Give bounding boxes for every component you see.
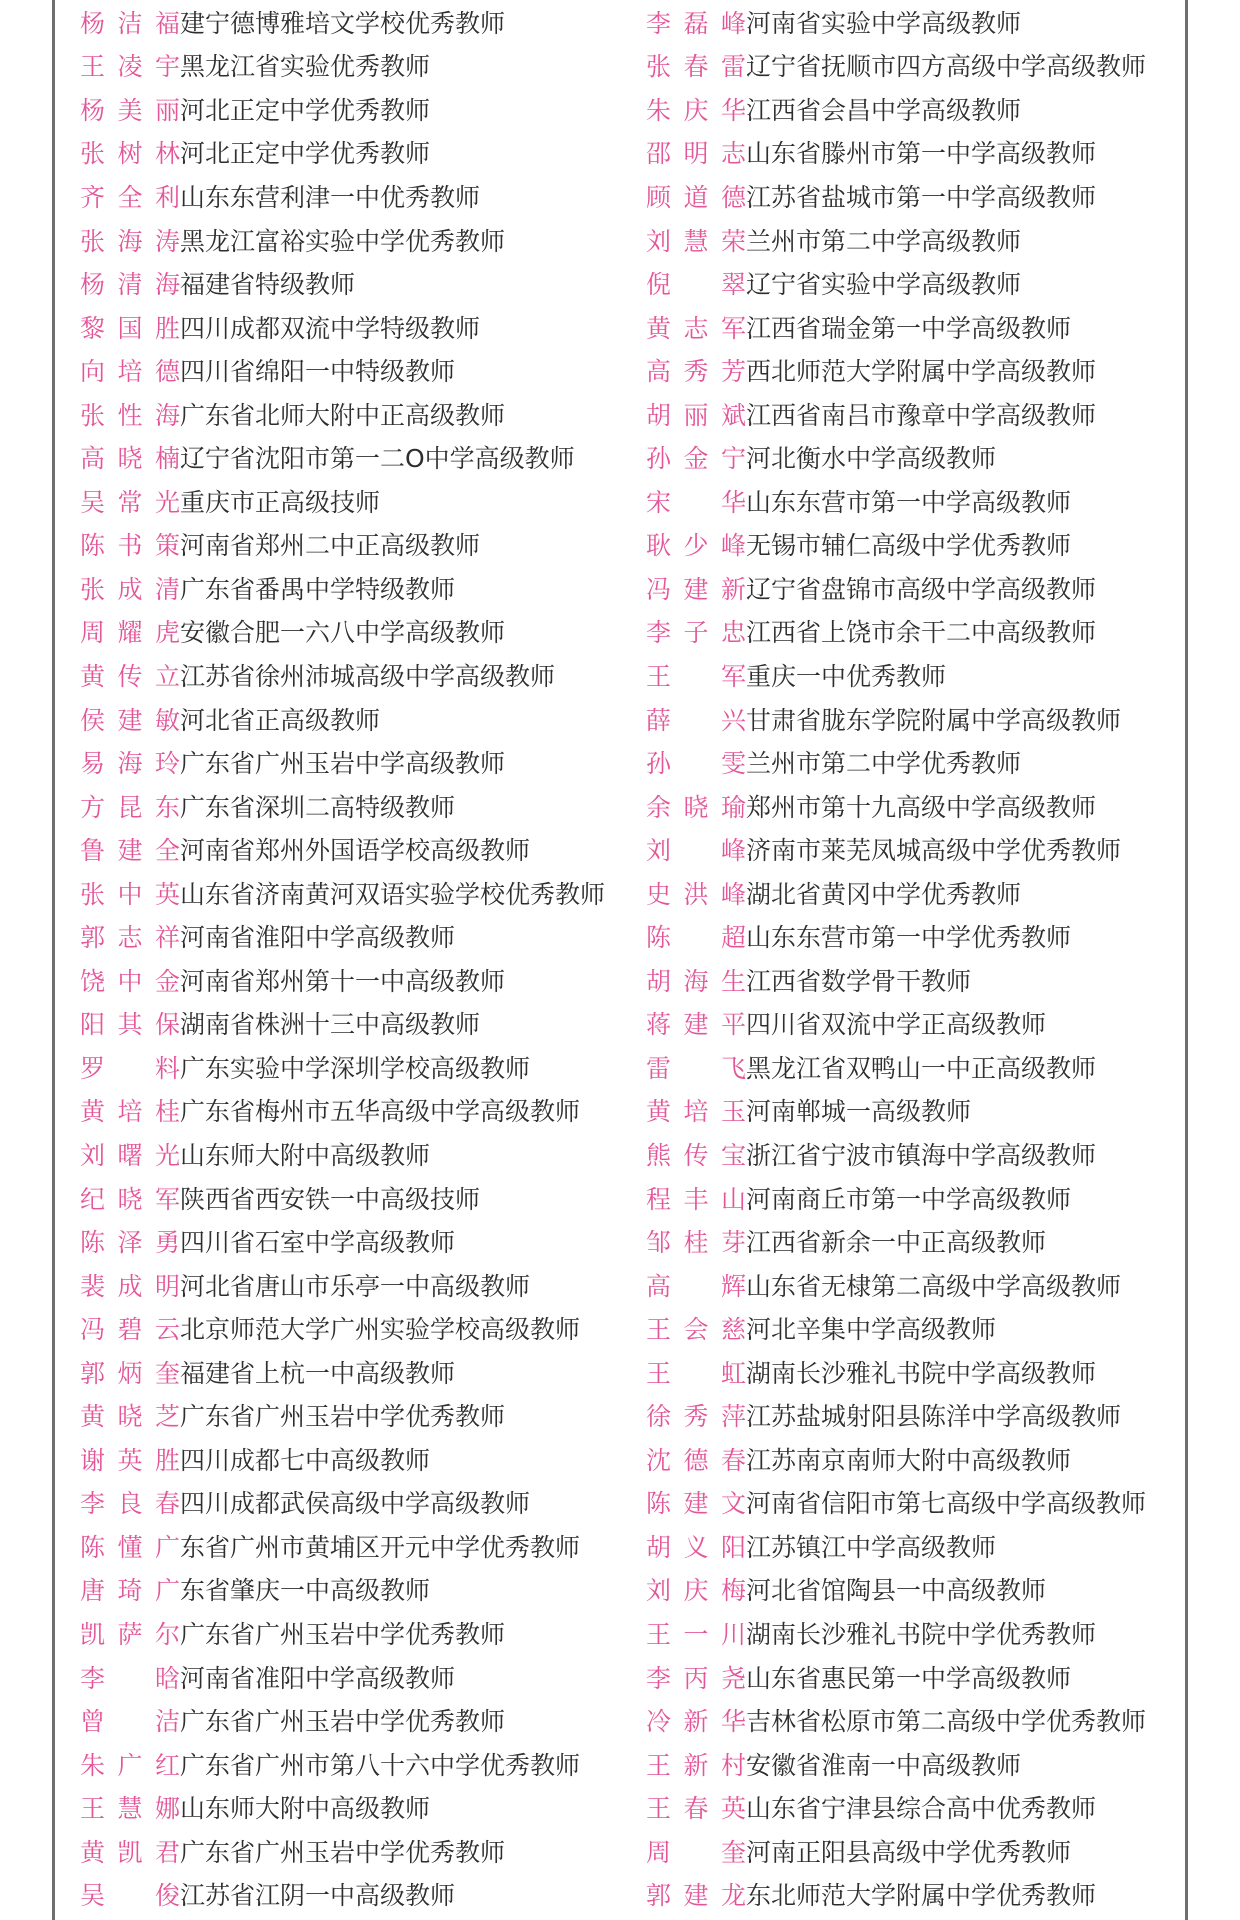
teacher-row — [646, 131, 1146, 175]
teacher-name: 谢 英 胜 — [80, 1445, 180, 1475]
teacher-title: 湖南省株洲十三中高级教师 — [180, 1010, 481, 1040]
teacher-row — [646, 697, 1146, 741]
teacher-title: 河北辛集中学高级教师 — [746, 1315, 997, 1345]
teacher-title: 广东省广州玉岩中学优秀教师 — [180, 1707, 506, 1737]
teacher-name: 高 晓 楠 — [80, 444, 180, 474]
teacher-name: 耿 少 峰 — [646, 531, 746, 561]
teacher-title: 无锡市辅仁高级中学优秀教师 — [746, 531, 1072, 561]
teacher-name: 郭 志 祥 — [80, 923, 180, 953]
teacher-row — [646, 1829, 1146, 1873]
teacher-title: 广东省深圳二高特级教师 — [180, 792, 456, 822]
left-border-line — [52, 0, 55, 1920]
teacher-row — [80, 479, 605, 523]
teacher-row — [646, 827, 1146, 871]
teacher-name: 王 凌 宇 — [80, 52, 180, 82]
teacher-row — [80, 392, 605, 436]
teacher-title: 江西省数学骨干教师 — [746, 966, 972, 996]
teacher-title: 河南省实验中学高级教师 — [746, 8, 1022, 38]
teacher-name: 李 晗 — [80, 1663, 180, 1693]
teacher-row — [646, 1785, 1146, 1829]
teacher-title: 河北省正高级教师 — [180, 705, 381, 735]
teacher-title: 辽宁省实验中学高级教师 — [746, 270, 1022, 300]
teacher-name: 刘 慧 荣 — [646, 226, 746, 256]
teacher-name: 胡 海 生 — [646, 966, 746, 996]
teacher-row — [646, 44, 1146, 88]
teacher-title: 东北师范大学附属中学优秀教师 — [746, 1881, 1097, 1911]
teacher-row — [80, 1873, 605, 1917]
teacher-title: 江苏省江阴一中高级教师 — [180, 1881, 456, 1911]
teacher-row — [80, 566, 605, 610]
teacher-name: 程 丰 山 — [646, 1184, 746, 1214]
teacher-title: 湖南长沙雅礼书院中学高级教师 — [746, 1358, 1097, 1388]
teacher-title: 广东省广州市第八十六中学优秀教师 — [180, 1750, 581, 1780]
teacher-title: 广东省广州玉岩中学高级教师 — [180, 749, 506, 779]
teacher-row — [646, 1394, 1146, 1438]
teacher-title: 安徽合肥一六八中学高级教师 — [180, 618, 506, 648]
teacher-name: 黄 培 桂 — [80, 1097, 180, 1127]
teacher-title: 河北正定中学优秀教师 — [180, 139, 431, 169]
teacher-title: 河北正定中学优秀教师 — [180, 95, 431, 125]
teacher-name: 纪 晓 军 — [80, 1184, 180, 1214]
teacher-name: 陈 建 文 — [646, 1489, 746, 1519]
teacher-name: 史 洪 峰 — [646, 879, 746, 909]
teacher-title: 河南正阳县高级中学优秀教师 — [746, 1837, 1072, 1867]
teacher-name: 王 慧 娜 — [80, 1794, 180, 1824]
teacher-title: 江苏省徐州沛城高级中学高级教师 — [180, 661, 556, 691]
teacher-name: 吴 俊 — [80, 1881, 180, 1911]
teacher-row — [80, 1176, 605, 1220]
teacher-title: 湖南长沙雅礼书院中学优秀教师 — [746, 1620, 1097, 1649]
teacher-name: 胡 义 阳 — [646, 1532, 746, 1562]
teacher-name: 方 昆 东 — [80, 792, 180, 822]
teacher-title: 河南省准阳中学高级教师 — [180, 1663, 456, 1693]
teacher-row — [80, 1306, 605, 1350]
teacher-row — [646, 871, 1146, 915]
teacher-row — [80, 610, 605, 654]
teacher-name: 阳 其 保 — [80, 1010, 180, 1040]
teacher-row — [646, 1263, 1146, 1307]
teacher-name: 黄 志 军 — [646, 313, 746, 343]
teacher-name: 陈 书 策 — [80, 531, 180, 561]
teacher-name: 张 中 英 — [80, 879, 180, 909]
teacher-name: 冯 碧 云 — [80, 1315, 180, 1345]
teacher-row — [80, 523, 605, 567]
teacher-name: 杨 美 丽 — [80, 95, 180, 125]
teacher-title: 山东省宁津县综合高中优秀教师 — [746, 1794, 1097, 1824]
teacher-name: 周 奎 — [646, 1837, 746, 1867]
teacher-title: 江西省会昌中学高级教师 — [746, 95, 1022, 125]
teacher-title: 兰州市第二中学高级教师 — [746, 226, 1022, 256]
teacher-title: 江苏南京南师大附中高级教师 — [746, 1445, 1072, 1475]
teacher-row — [80, 697, 605, 741]
teacher-row — [646, 1045, 1146, 1089]
teacher-name: 刘 庆 梅 — [646, 1576, 746, 1606]
teacher-name: 黎 国 胜 — [80, 313, 180, 343]
teacher-title: 广东省广州玉岩中学优秀教师 — [180, 1620, 506, 1649]
teacher-name: 向 培 德 — [80, 357, 180, 387]
teacher-row — [80, 1829, 605, 1873]
teacher-title: 山东东营市第一中学优秀教师 — [746, 923, 1072, 953]
teacher-title: 山东师大附中高级教师 — [180, 1794, 431, 1824]
teacher-title: 黑龙江省实验优秀教师 — [180, 52, 431, 82]
teacher-name: 薛 兴 — [646, 705, 746, 735]
teacher-row — [80, 871, 605, 915]
teacher-name: 罗 料 — [80, 1053, 180, 1083]
teacher-row — [646, 610, 1146, 654]
teacher-row — [80, 348, 605, 392]
teacher-name: 侯 建 敏 — [80, 705, 180, 735]
teacher-title: 重庆一中优秀教师 — [746, 661, 947, 691]
teacher-row — [80, 1655, 605, 1699]
teacher-title: 江苏盐城射阳县陈洋中学高级教师 — [746, 1402, 1122, 1432]
teacher-row — [646, 1481, 1146, 1525]
teacher-title: 辽宁省盘锦市高级中学高级教师 — [746, 574, 1097, 604]
teacher-row — [80, 740, 605, 784]
teacher-row — [646, 392, 1146, 436]
teacher-name: 张 性 海 — [80, 400, 180, 430]
teacher-row — [80, 958, 605, 1002]
teacher-row — [80, 1568, 605, 1612]
teacher-name: 李 磊 峰 — [646, 8, 746, 38]
teacher-row — [646, 1568, 1146, 1612]
teacher-title: 山东省无棣第二高级中学高级教师 — [746, 1271, 1122, 1301]
teacher-name: 张 海 涛 — [80, 226, 180, 256]
teacher-row — [80, 1611, 605, 1655]
teacher-row — [646, 1873, 1146, 1917]
teacher-row — [646, 523, 1146, 567]
teacher-name: 易 海 玲 — [80, 749, 180, 779]
teacher-title: 广东省北师大附中正高级教师 — [180, 400, 506, 430]
teacher-title: 广东实验中学深圳学校高级教师 — [180, 1053, 531, 1083]
teacher-name: 凯 萨 尔 — [80, 1620, 180, 1649]
teacher-row — [80, 653, 605, 697]
teacher-row — [646, 1611, 1146, 1655]
teacher-title: 兰州市第二中学优秀教师 — [746, 749, 1022, 779]
teacher-name: 冷 新 华 — [646, 1707, 746, 1737]
teacher-name: 周 耀 虎 — [80, 618, 180, 648]
teacher-title: 福建省特级教师 — [180, 270, 356, 300]
teacher-row — [646, 653, 1146, 697]
teacher-name: 王 春 英 — [646, 1794, 746, 1824]
teacher-title: 四川成都双流中学特级教师 — [180, 313, 481, 343]
teacher-title: 河南省郑州二中正高级教师 — [180, 531, 481, 561]
teacher-row — [646, 0, 1146, 44]
teacher-name: 王 军 — [646, 661, 746, 691]
teacher-row — [80, 1785, 605, 1829]
teacher-name: 倪 翠 — [646, 270, 746, 300]
teacher-title: 河南省淮阳中学高级教师 — [180, 923, 456, 953]
teacher-name: 鲁 建 全 — [80, 836, 180, 866]
teacher-title: 建宁德博雅培文学校优秀教师 — [180, 8, 506, 38]
teacher-name: 王 一 川 — [646, 1620, 746, 1649]
teacher-name: 刘 曙 光 — [80, 1140, 180, 1170]
teacher-row — [80, 1437, 605, 1481]
teacher-row — [646, 784, 1146, 828]
teacher-title: 北京师范大学广州实验学校高级教师 — [180, 1315, 581, 1345]
teacher-name: 宋 华 — [646, 487, 746, 517]
teacher-title: 甘肃省胧东学院附属中学高级教师 — [746, 705, 1122, 735]
teacher-name: 高 秀 芳 — [646, 357, 746, 387]
teacher-row — [80, 1394, 605, 1438]
teacher-row — [646, 218, 1146, 262]
teacher-row — [646, 1219, 1146, 1263]
teacher-title: 广东省广州玉岩中学优秀教师 — [180, 1402, 506, 1432]
teacher-title: 河南省信阳市第七高级中学高级教师 — [746, 1489, 1147, 1519]
teacher-title: 河南省郑州外国语学校高级教师 — [180, 836, 531, 866]
teacher-title: 山东东营市第一中学高级教师 — [746, 487, 1072, 517]
teacher-title: 重庆市正高级技师 — [180, 487, 381, 517]
teacher-row — [80, 218, 605, 262]
teacher-title: 安徽省淮南一中高级教师 — [746, 1750, 1022, 1780]
teacher-row — [646, 1698, 1146, 1742]
teacher-name: 杨 洁 福 — [80, 8, 180, 38]
teacher-title: 江西省新余一中正高级教师 — [746, 1228, 1047, 1258]
teacher-row — [646, 958, 1146, 1002]
teacher-title: 江西省南吕市豫章中学高级教师 — [746, 400, 1097, 430]
teacher-name: 徐 秀 萍 — [646, 1402, 746, 1432]
teacher-row — [80, 435, 605, 479]
teacher-title: 四川成都武侯高级中学高级教师 — [180, 1489, 531, 1519]
teacher-row — [646, 914, 1146, 958]
teacher-row — [646, 261, 1146, 305]
teacher-name: 蒋 建 平 — [646, 1010, 746, 1040]
teacher-row — [80, 914, 605, 958]
teacher-name: 陈 懂 广 — [80, 1532, 180, 1562]
teacher-name: 曾 洁 — [80, 1707, 180, 1737]
teacher-title: 济南市莱芜凤城高级中学优秀教师 — [746, 836, 1122, 866]
teacher-row — [80, 1263, 605, 1307]
teacher-name: 饶 中 金 — [80, 966, 180, 996]
teacher-row — [646, 348, 1146, 392]
right-border-line — [1185, 0, 1188, 1920]
teacher-name: 孙 金 宁 — [646, 444, 746, 474]
teacher-row — [80, 131, 605, 175]
teacher-name: 陈 泽 勇 — [80, 1228, 180, 1258]
teacher-name: 刘 峰 — [646, 836, 746, 866]
teacher-row — [646, 1089, 1146, 1133]
teacher-title: 黑龙江富裕实验中学优秀教师 — [180, 226, 506, 256]
teacher-row — [646, 87, 1146, 131]
teacher-row — [646, 1350, 1146, 1394]
teacher-title: 河北省唐山市乐亭一中高级教师 — [180, 1271, 531, 1301]
teacher-row — [80, 1002, 605, 1046]
teacher-name: 郭 建 龙 — [646, 1881, 746, 1911]
teacher-row — [646, 1437, 1146, 1481]
teacher-name: 陈 超 — [646, 923, 746, 953]
teacher-title: 江苏镇江中学高级教师 — [746, 1532, 997, 1562]
teacher-title: 河南郸城一高级教师 — [746, 1097, 972, 1127]
teacher-title: 黑龙江省双鸭山一中正高级教师 — [746, 1053, 1097, 1083]
teacher-name: 沈 德 春 — [646, 1445, 746, 1475]
teacher-name: 黄 培 玉 — [646, 1097, 746, 1127]
teacher-title: 山东省济南黄河双语实验学校优秀教师 — [180, 879, 606, 909]
teacher-row — [80, 0, 605, 44]
teacher-title: 东省肇庆一中高级教师 — [180, 1576, 431, 1606]
teacher-row — [646, 1524, 1146, 1568]
teacher-name: 邵 明 志 — [646, 139, 746, 169]
teacher-row — [80, 87, 605, 131]
teacher-row — [80, 174, 605, 218]
teacher-row — [80, 44, 605, 88]
teacher-name: 唐 琦 广 — [80, 1576, 180, 1606]
left-column — [80, 0, 605, 1916]
teacher-title: 山东省滕州市第一中学高级教师 — [746, 139, 1097, 169]
teacher-row — [80, 1698, 605, 1742]
teacher-name: 黄 传 立 — [80, 661, 180, 691]
teacher-row — [80, 1045, 605, 1089]
teacher-name: 李 丙 尧 — [646, 1663, 746, 1693]
teacher-title: 辽宁省抚顺市四方高级中学高级教师 — [746, 52, 1147, 82]
teacher-title: 河南商丘市第一中学高级教师 — [746, 1184, 1072, 1214]
teacher-row — [646, 1002, 1146, 1046]
teacher-name: 胡 丽 斌 — [646, 400, 746, 430]
teacher-row — [80, 1524, 605, 1568]
teacher-row — [646, 566, 1146, 610]
teacher-name: 顾 道 德 — [646, 182, 746, 212]
teacher-name: 孙 雯 — [646, 749, 746, 779]
teacher-name: 张 成 清 — [80, 574, 180, 604]
teacher-name: 裴 成 明 — [80, 1271, 180, 1301]
teacher-row — [80, 261, 605, 305]
teacher-row — [80, 1481, 605, 1525]
teacher-title: 河北衡水中学高级教师 — [746, 444, 997, 474]
teacher-title: 四川省石室中学高级教师 — [180, 1228, 456, 1258]
teacher-name: 邹 桂 芽 — [646, 1228, 746, 1258]
teacher-title: 陕西省西安铁一中高级技师 — [180, 1184, 481, 1214]
teacher-name: 黄 凯 君 — [80, 1837, 180, 1867]
teacher-title: 浙江省宁波市镇海中学高级教师 — [746, 1140, 1097, 1170]
teacher-name: 黄 晓 芝 — [80, 1402, 180, 1432]
teacher-title: 郑州市第十九高级中学高级教师 — [746, 792, 1097, 822]
teacher-title: 江西省上饶市余干二中高级教师 — [746, 618, 1097, 648]
teacher-name: 王 虹 — [646, 1358, 746, 1388]
teacher-name: 张 树 林 — [80, 139, 180, 169]
teacher-row — [80, 784, 605, 828]
teacher-title: 江苏省盐城市第一中学高级教师 — [746, 182, 1097, 212]
teacher-name: 雷 飞 — [646, 1053, 746, 1083]
teacher-name: 李 良 春 — [80, 1489, 180, 1519]
teacher-title: 湖北省黄冈中学优秀教师 — [746, 879, 1022, 909]
teacher-name: 张 春 雷 — [646, 52, 746, 82]
teacher-title: 西北师范大学附属中学高级教师 — [746, 357, 1097, 387]
teacher-name: 吴 常 光 — [80, 487, 180, 517]
teacher-title: 四川省绵阳一中特级教师 — [180, 357, 456, 387]
teacher-name: 高 辉 — [646, 1271, 746, 1301]
teacher-name: 王 会 慈 — [646, 1315, 746, 1345]
teacher-title: 山东省惠民第一中学高级教师 — [746, 1663, 1072, 1693]
teacher-row — [646, 1132, 1146, 1176]
teacher-name: 齐 全 利 — [80, 182, 180, 212]
right-column — [646, 0, 1146, 1916]
teacher-title: 吉林省松原市第二高级中学优秀教师 — [746, 1707, 1147, 1737]
teacher-title: 东省广州市黄埔区开元中学优秀教师 — [180, 1532, 581, 1562]
teacher-title: 河南省郑州第十一中高级教师 — [180, 966, 506, 996]
teacher-row — [80, 1132, 605, 1176]
teacher-row — [646, 435, 1146, 479]
teacher-title: 广东省梅州市五华高级中学高级教师 — [180, 1097, 581, 1127]
teacher-name: 朱 广 红 — [80, 1750, 180, 1780]
teacher-title: 四川成都七中高级教师 — [180, 1445, 431, 1475]
teacher-row — [646, 305, 1146, 349]
teacher-name: 余 晓 瑜 — [646, 792, 746, 822]
teacher-row — [646, 740, 1146, 784]
teacher-row — [646, 479, 1146, 523]
teacher-title: 广东省广州玉岩中学优秀教师 — [180, 1837, 506, 1867]
teacher-row — [646, 1306, 1146, 1350]
teacher-title: 四川省双流中学正高级教师 — [746, 1010, 1047, 1040]
teacher-name: 郭 炳 奎 — [80, 1358, 180, 1388]
teacher-name: 冯 建 新 — [646, 574, 746, 604]
teacher-row — [80, 1089, 605, 1133]
teacher-name: 朱 庆 华 — [646, 95, 746, 125]
teacher-row — [646, 1655, 1146, 1699]
teacher-title: 河北省馆陶县一中高级教师 — [746, 1576, 1047, 1606]
teacher-title: 山东师大附中高级教师 — [180, 1140, 431, 1170]
teacher-title: 江西省瑞金第一中学高级教师 — [746, 313, 1072, 343]
teacher-title: 广东省番禺中学特级教师 — [180, 574, 456, 604]
teacher-title: 福建省上杭一中高级教师 — [180, 1358, 456, 1388]
teacher-row — [80, 305, 605, 349]
teacher-row — [80, 1350, 605, 1394]
teacher-row — [646, 1742, 1146, 1786]
teacher-row — [646, 174, 1146, 218]
teacher-name: 熊 传 宝 — [646, 1140, 746, 1170]
teacher-title: 辽宁省沈阳市第一二O中学高级教师 — [180, 444, 575, 474]
teacher-title: 山东东营利津一中优秀教师 — [180, 182, 481, 212]
teacher-row — [646, 1176, 1146, 1220]
teacher-name: 李 子 忠 — [646, 618, 746, 648]
teacher-row — [80, 1742, 605, 1786]
teacher-name: 杨 清 海 — [80, 270, 180, 300]
teacher-row — [80, 827, 605, 871]
teacher-name: 王 新 村 — [646, 1750, 746, 1780]
teacher-row — [80, 1219, 605, 1263]
